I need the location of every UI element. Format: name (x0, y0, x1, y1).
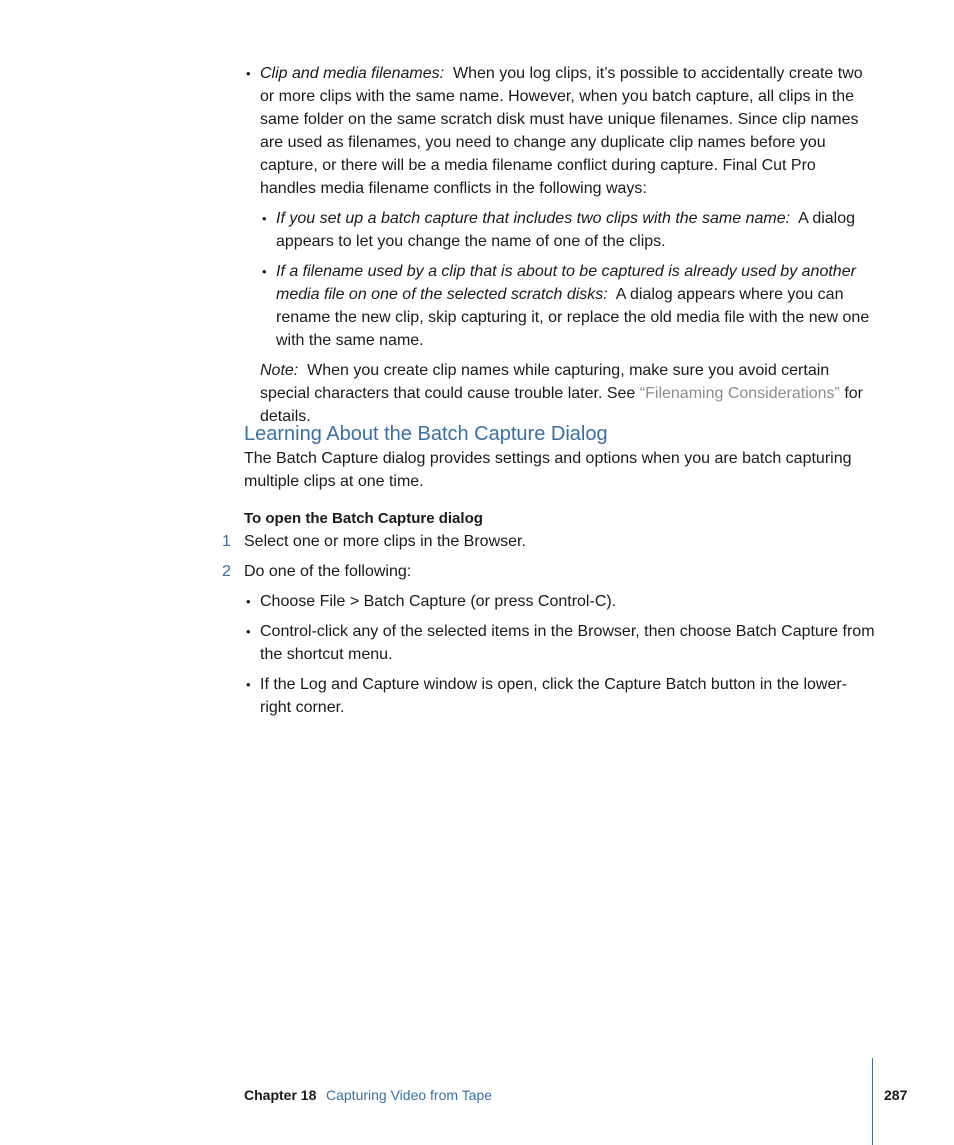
section-heading: Learning About the Batch Capture Dialog (244, 423, 608, 445)
step-number: 2 (222, 563, 231, 580)
list-item-lead: Clip and media filenames: (260, 65, 445, 82)
bullet-marker: • (246, 677, 251, 692)
list-item-text: A dialog appears where you can rename the new clip, skip capturing it, or replace the old media file with the new one with the same name. (276, 286, 870, 349)
step-number: 1 (222, 533, 231, 550)
list-item (246, 590, 876, 613)
list-item-lead: If you set up a batch capture that includes two clips with the same name: (276, 210, 791, 227)
list-item (246, 620, 876, 666)
list-item-text: Choose File > Batch Capture (or press Control-C). (260, 593, 617, 610)
footer-chapter-title: Capturing Video from Tape (326, 1087, 493, 1103)
note-label: Note: (260, 362, 299, 379)
bullet-marker: • (246, 594, 251, 609)
note-text: When you create clip names while capturing, make sure you avoid certain special characters that could cause trouble later. See (260, 362, 830, 402)
list-item (262, 260, 876, 352)
bullet-marker: • (246, 66, 251, 81)
note-tail: for details. (260, 385, 863, 425)
list-item-text: If the Log and Capture window is open, click the Capture Batch button in the lower-right corner. (260, 676, 848, 716)
step-text: Select one or more clips in the Browser. (244, 533, 526, 550)
list-item-lead: If a filename used by a clip that is about to be captured is already used by another media file on one of the selected scratch disks: (276, 263, 856, 303)
footer-chapter: Chapter 18 (244, 1087, 317, 1103)
list-item-text: When you log clips, it’s possible to accidentally create two or more clips with the same name. However, when you batch capture, all clips in the same folder on the same scratch disk must have unique filenames. Since clip names are used as filenames, you need to change any duplicate clip names before you capture, or there will be a media filename conflict during capture. Final Cut Pro handles media filename conflicts in the following ways: (260, 65, 863, 197)
task-title: To open the Batch Capture dialog (244, 510, 483, 527)
list-item-text: A dialog appears to let you change the name of one of the clips. (276, 210, 856, 250)
step-text: Do one of the following: (244, 563, 412, 580)
note-paragraph (260, 359, 876, 428)
bullet-marker: • (262, 211, 267, 226)
page-number: 287 (884, 1087, 908, 1103)
list-item-text: Control-click any of the selected items in the Browser, then choose Batch Capture from the shortcut menu. (260, 623, 875, 663)
bullet-marker: • (262, 264, 267, 279)
list-item (246, 62, 876, 200)
filenaming-considerations-link[interactable]: “Filenaming Considerations” (639, 385, 840, 402)
list-item (262, 207, 876, 253)
list-item (246, 673, 876, 719)
footer-divider (872, 1058, 873, 1145)
bullet-marker: • (246, 624, 251, 639)
section-intro: The Batch Capture dialog provides settings and options when you are batch capturing multiple clips at one time. (244, 450, 852, 490)
